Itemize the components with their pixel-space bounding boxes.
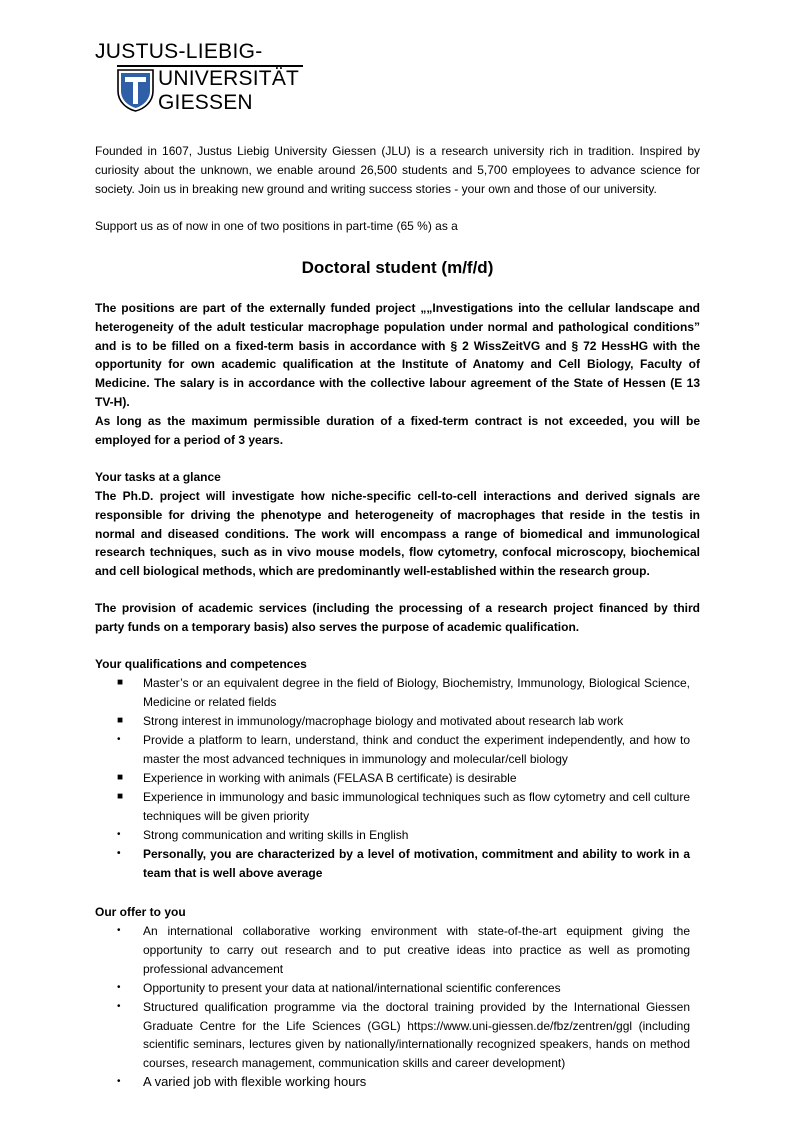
job-title: Doctoral student (m/f/d) <box>301 258 494 277</box>
logo-text-line3: GIESSEN <box>158 91 253 114</box>
logo-text-line2: UNIVERSITÄT <box>158 67 300 90</box>
intro-paragraph: Founded in 1607, Justus Liebig University Giessen (JLU) is a research university rich in tradition. Inspired by curiosity about the unknown, we enable around 26,500 students and 5,700 employees to advance science for society. Join us in breaking new ground and writing success stories - your own and those of our university. <box>95 144 700 196</box>
list-item: • Structured qualification programme via the doctoral training provided by the International Giessen Graduate Centre for the Life Sciences (GGL) https://www.uni-giessen.de/fbz/zentren/ggl (including scientific seminars, lectures given by nationally/internationally recognized speakers, hands on method courses, research management, communication skills and career development) <box>117 999 690 1071</box>
bullet-icon: • <box>117 733 121 745</box>
bullet-icon: ■ <box>117 714 124 726</box>
duration-paragraph: As long as the maximum permissible duration of a fixed-term contract is not exceeded, you will be employed for a period of 3 years. <box>95 414 700 447</box>
bullet-icon: • <box>117 847 121 859</box>
list-item: • An international collaborative working environment with state-of-the-art equipment giving the opportunity to carry out research and to put creative ideas into practice as well as promoting professional advancement <box>117 924 690 976</box>
tasks-heading: Your tasks at a glance <box>95 470 221 484</box>
list-item: • Provide a platform to learn, understand, think and conduct the experiment independently, and how to master the most advanced techniques in immunology and molecular/cell biology <box>117 732 690 766</box>
list-item: • Personally, you are characterized by a level of motivation, commitment and ability to work in a team that is well above average <box>117 846 690 880</box>
shield-icon <box>117 69 154 112</box>
support-line: Support us as of now in one of two positions in part-time (65 %) as a <box>95 219 458 233</box>
university-logo <box>95 40 310 118</box>
positions-paragraph: The positions are part of the externally funded project „„Investigations into the cellular landscape and heterogeneity of the adult testicular macrophage population under normal and pathological conditions” and is to be filled on a fixed-term basis in accordance with § 2 WissZeitVG and § 72 HessHG with the opportunity for own academic qualification at the Institute of Anatomy and Cell Biology, Faculty of Medicine. The salary is in accordance with the collective labour agreement of the State of Hessen (E 13 TV-H). <box>95 301 700 409</box>
list-item: • A varied job with flexible working hours <box>95 1073 690 1092</box>
bullet-icon: • <box>117 1076 121 1088</box>
bullet-icon: • <box>117 981 121 993</box>
bullet-icon: • <box>117 925 121 936</box>
logo-text-line1: JUSTUS-LIEBIG- <box>95 40 263 63</box>
qualifications-heading: Your qualifications and competences <box>95 657 307 671</box>
bullet-icon: • <box>117 1000 121 1012</box>
offer-list <box>95 922 690 1092</box>
list-item: ■ Experience in working with animals (FELASA B certificate) is desirable <box>95 769 690 788</box>
offer-heading: Our offer to you <box>95 905 186 919</box>
bullet-icon: ■ <box>117 771 124 783</box>
bullet-icon: ■ <box>117 677 124 688</box>
list-item: • Strong communication and writing skills in English <box>95 826 690 845</box>
list-item: ■ Master’s or an equivalent degree in the field of Biology, Biochemistry, Immunology, Biological Science, Medicine or related fields <box>117 676 690 709</box>
list-item: ■ Experience in immunology and basic immunological techniques such as flow cytometry and cell culture techniques will be given priority <box>117 789 690 823</box>
qualifications-list <box>95 674 690 883</box>
list-item: ■ Strong interest in immunology/macrophage biology and motivated about research lab work <box>95 712 690 731</box>
bullet-icon: • <box>117 828 121 840</box>
bullet-icon: ■ <box>117 790 124 802</box>
services-paragraph: The provision of academic services (including the processing of a research project financed by third party funds on a temporary basis) also serves the purpose of academic qualification. <box>95 601 700 634</box>
list-item: • Opportunity to present your data at national/international scientific conferences <box>95 979 690 998</box>
tasks-paragraph: The Ph.D. project will investigate how niche-specific cell-to-cell interactions and derived signals are responsible for driving the phenotype and heterogeneity of macrophages that reside in the testis in normal and diseased conditions. The work will encompass a range of biomedical and immunological research techniques, such as in vivo mouse models, flow cytometry, confocal microscopy, biochemical and cell biological methods, which are predominantly well-established within the research group. <box>95 489 700 579</box>
